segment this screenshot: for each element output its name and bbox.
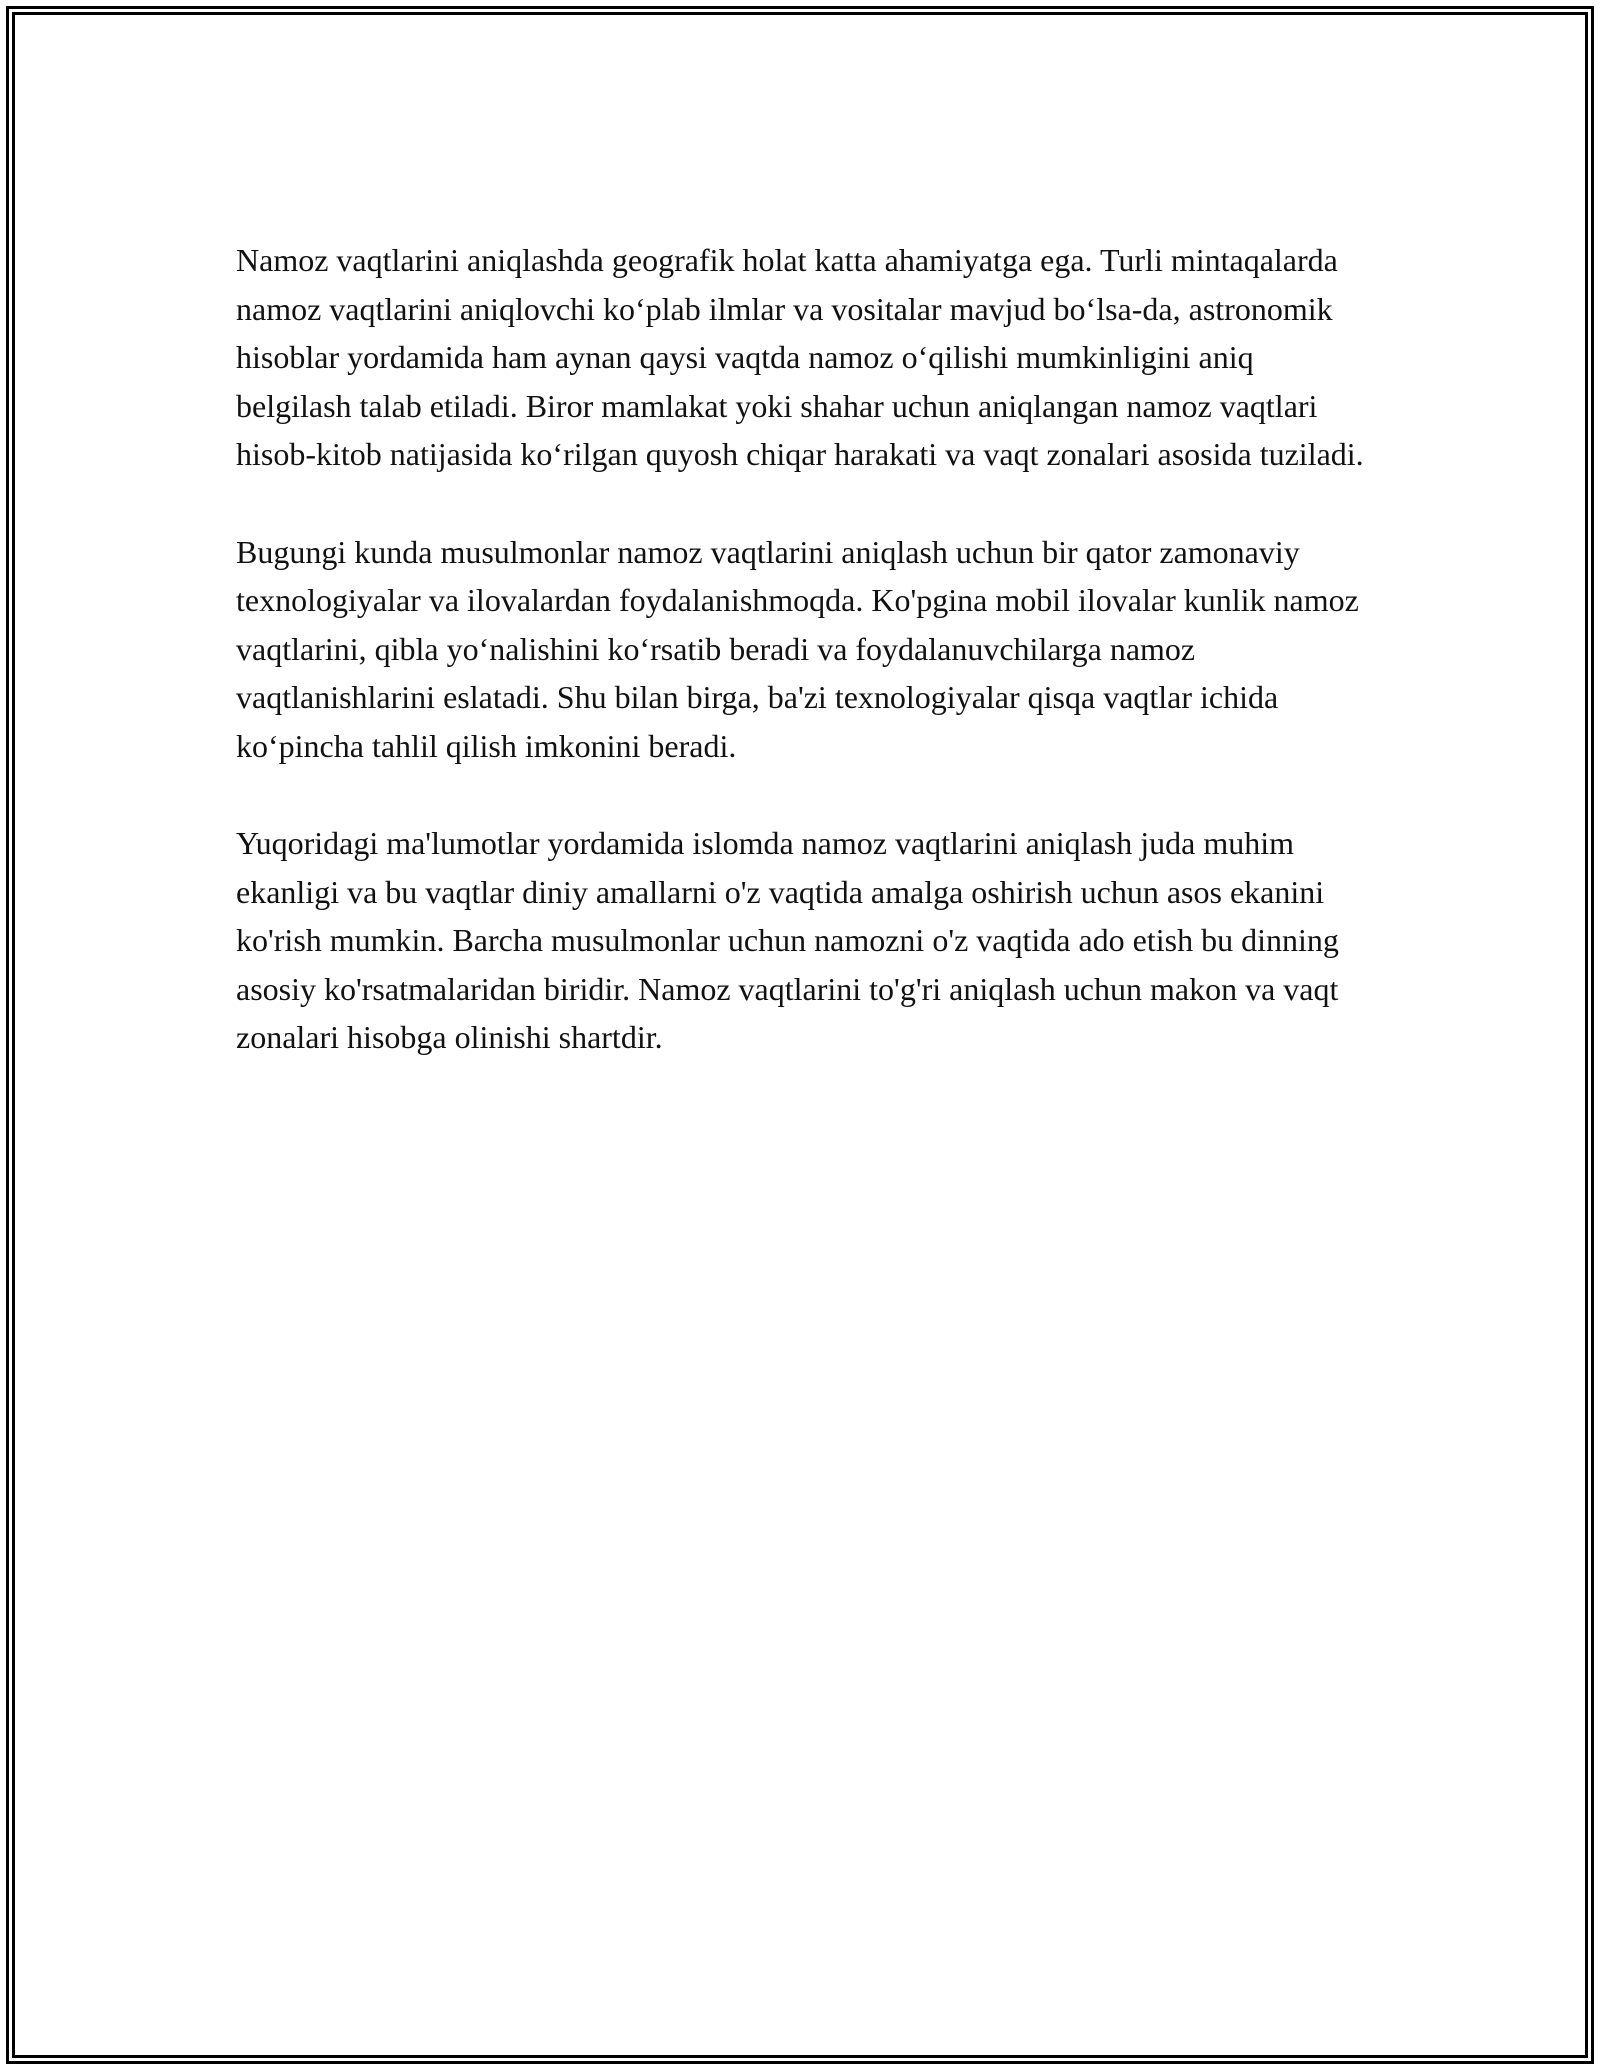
paragraph-3: Yuqoridagi ma'lumotlar yordamida islomda namoz vaqtlarini aniqlash juda muhim ekanligi va bu vaqtlar diniy amallarni o'z vaqtida amalga oshirish uchun asos ekanini ko'rish mumkin. Barcha musulmonlar uchun namozni o'z vaqtida ado etish bu dinning asosiy ko'rsatmalaridan biridir. Namoz vaqtlarini to'g'ri aniqlash uchun makon va vaqt zonalari hisobga olinishi shartdir. [236,825,1339,1055]
paragraph-2: Bugungi kunda musulmonlar namoz vaqtlarini aniqlash uchun bir qator zamonaviy texnologiyalar va ilovalardan foydalanishmoqda. Ko'pgina mobil ilovalar kunlik namoz vaqtlarini, qibla yo‘nalishini ko‘rsatib beradi va foydalanuvchilarga namoz vaqtlanishlarini eslatadi. Shu bilan birga, ba'zi texnologiyalar qisqa vaqtlar ichida ko‘pincha tahlil qilish imkonini beradi. [236,533,1359,764]
document-body [236,236,1376,1111]
paragraph-1: Namoz vaqtlarini aniqlashda geografik holat katta ahamiyatga ega. Turli mintaqalarda namoz vaqtlarini aniqlovchi ko‘plab ilmlar va vositalar mavjud bo‘lsa-da, astronomik hisoblar yordamida ham aynan qaysi vaqtda namoz o‘qilishi mumkinligini aniq belgilash talab etiladi. Biror mamlakat yoki shahar uchun aniqlangan namoz vaqtlari hisob-kitob natijasida ko‘rilgan quyosh chiqar harakati va vaqt zonalari asosida tuziladi. [236,242,1364,472]
